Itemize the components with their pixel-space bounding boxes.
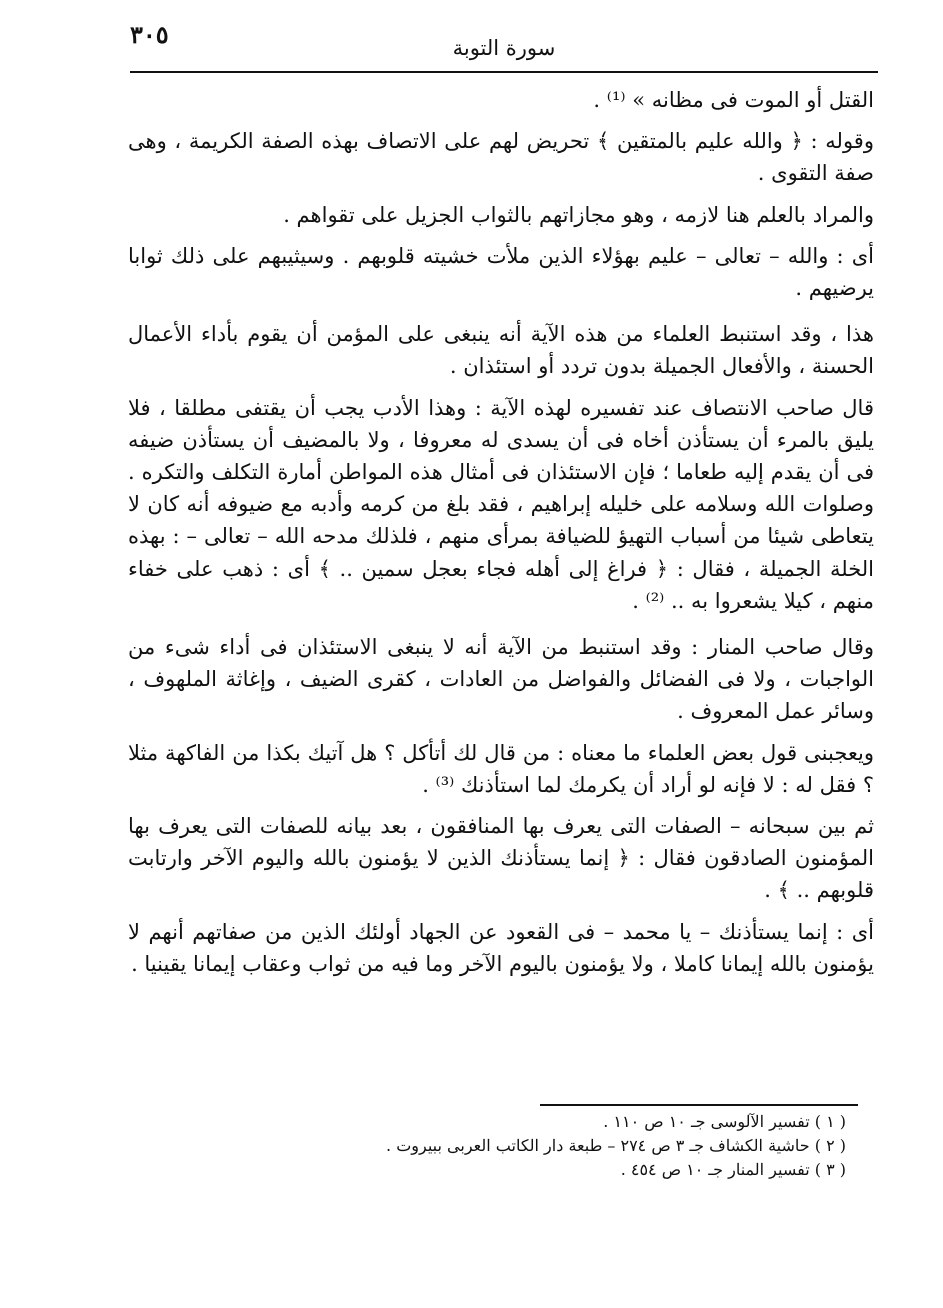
surah-title: سورة التوبة	[452, 36, 556, 60]
page-header	[130, 14, 878, 70]
footnote: ( ٢ ) حاشية الكشاف جـ ٣ ص ٢٧٤ – طبعة دار الكاتب العربى ببيروت .	[386, 1136, 846, 1155]
page-number: ٣٠٥	[130, 20, 169, 49]
paragraph: والمراد بالعلم هنا لازمه ، وهو مجازاتهم بالثواب الجزيل على تقواهم .	[283, 202, 874, 227]
footnote: ( ٣ ) تفسير المنار جـ ١٠ ص ٤٥٤ .	[620, 1160, 846, 1179]
footnotes	[300, 1110, 846, 1182]
paragraph: ثم بين سبحانه – الصفات التى يعرف بها المنافقون ، بعد بيانه للصفات التى يعرف بها المؤمنون الصادقون فقال : ﴿ إنما يستأذنك الذين لا يؤمنون بالله واليوم الآخر وارتابت قلوبهم .. ﴾ .	[128, 814, 874, 903]
paragraph: وقال صاحب المنار : وقد استنبط من الآية أنه لا ينبغى الاستئذان فى أداء شىء من الواجبات ، ولا فى الفضائل والفواضل من العادات ، كقرى الضيف ، وإغاثة الملهوف ، وسائر عمل المعروف .	[128, 635, 874, 724]
footnote: ( ١ ) تفسير الآلوسى جـ ١٠ ص ١١٠ .	[603, 1112, 846, 1131]
paragraph: وقوله : ﴿ والله عليم بالمتقين ﴾ تحريض لهم على الاتصاف بهذه الصفة الكريمة ، وهى صفة التقوى .	[128, 129, 874, 186]
paragraph: أى : والله – تعالى – عليم بهؤلاء الذين ملأت خشيته قلوبهم . وسيثيبهم على ذلك ثوابا يرضيهم .	[128, 243, 874, 301]
paragraph: ويعجبنى قول بعض العلماء ما معناه : من قال لك أتأكل ؟ هل آتيك بكذا من الفاكهة مثلا ؟ فقل له : لا فإنه لو أراد أن يكرمك لما استأذنك ⁽³⁾ .	[128, 740, 874, 797]
paragraph: أى : إنما يستأذنك – يا محمد – فى القعود عن الجهاد أولئك الذين من صفاتهم أنهم لا يؤمنون بالله إيمانا كاملا ، ولا يؤمنون باليوم الآخر وما فيه من ثواب وعقاب إيمانا يقينيا .	[128, 919, 874, 976]
paragraph: قال صاحب الانتصاف عند تفسيره لهذه الآية : وهذا الأدب يجب أن يقتفى مطلقا ، فلا يليق بالمرء أن يستأذن أخاه فى أن يسدى له معروفا ، ولا بالمضيف أن يستأذن ضيفه فى أن يقدم إليه طعاما ؛ فإن الاستئذان فى أمثال هذه المواطن أمارة التكلف والتكره . وصلوات الله وسلامه على خليله إبراهيم ، فقد بلغ من كرمه وأدبه مع ضيوفه أنه كان لا يتعاطى شيئا من أسباب التهيؤ للضيافة بمرأى منهم ، فلذلك مدحه الله – تعالى – : بهذه الخلة الجميلة ، فقال : ﴿ فراغ إلى أهله فجاء بعجل سمين .. ﴾ أى : ذهب على خفاء منهم ، كيلا يشعروا به .. ⁽²⁾ .	[128, 395, 875, 613]
header-divider	[130, 71, 878, 73]
paragraph: هذا ، وقد استنبط العلماء من هذه الآية أنه ينبغى على المؤمن أن يقوم بأداء الأعمال الحسنة ، والأفعال الجميلة بدون تردد أو استئذان .	[128, 322, 874, 379]
paragraph: القتل أو الموت فى مظانه » ⁽¹⁾ .	[593, 88, 874, 112]
footnote-divider	[540, 1104, 858, 1106]
main-text	[128, 84, 874, 989]
